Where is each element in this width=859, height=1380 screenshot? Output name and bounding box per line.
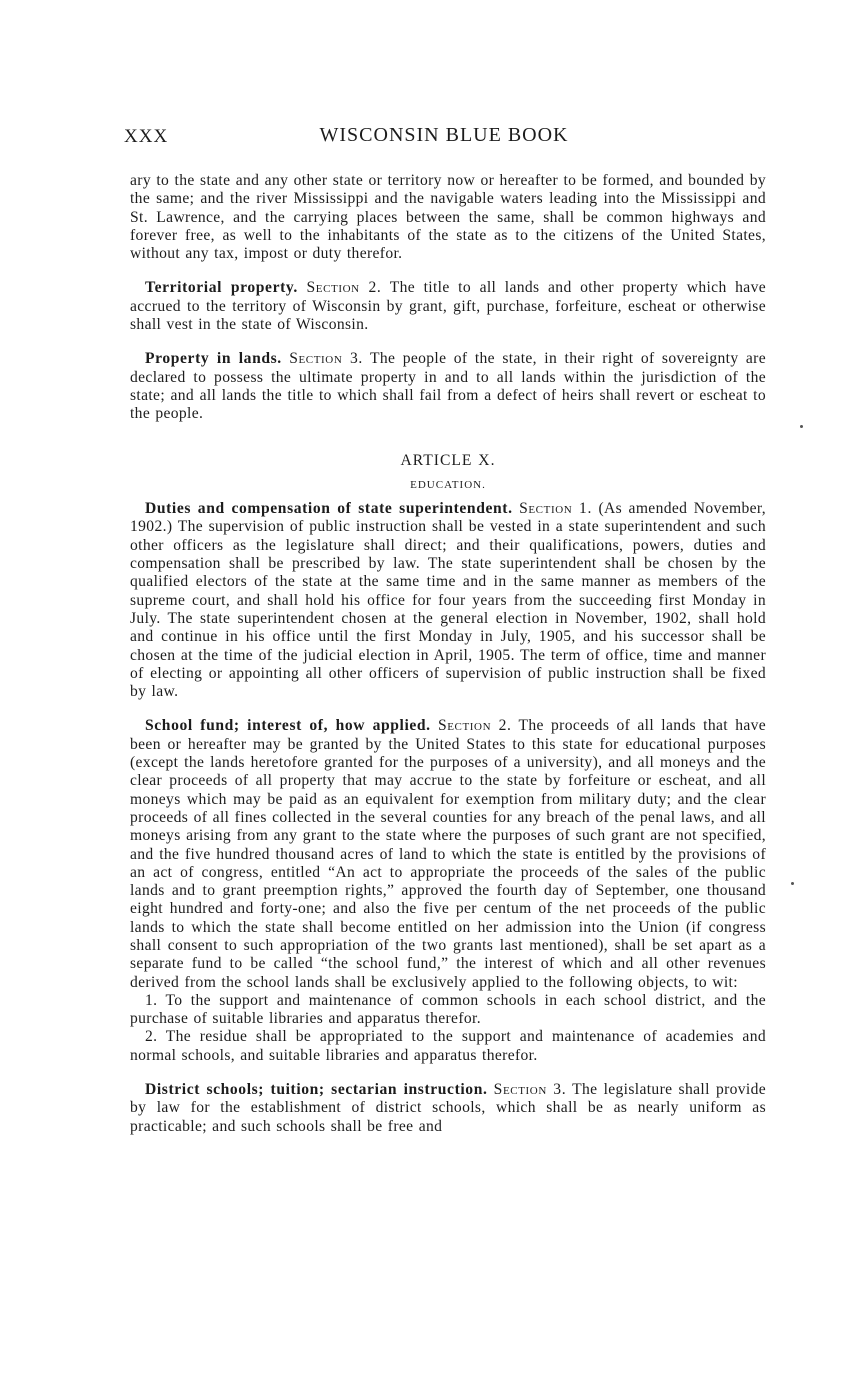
- article-subtitle: EDUCATION.: [410, 478, 486, 491]
- section-label: Section 2.: [437, 717, 512, 735]
- list-item: 2. The residue shall be appropriated to the support and maintenance of academies and normal schools, and suitable libraries and apparatus therefor.: [130, 1028, 766, 1064]
- section-paragraph-property-in-lands: [130, 350, 766, 423]
- page-header: [124, 124, 764, 152]
- section-paragraph-territorial-property: [130, 279, 766, 334]
- section-label: Section 3.: [289, 350, 363, 368]
- section-text: The people of the state, in their right of sovereignty are declared to possess the ultimate property in and to all lands within the jurisdiction of the state; and all lands the title to which shall fail from a defect of heirs shall revert or escheat to the people.: [130, 350, 766, 423]
- scan-speck: [791, 882, 794, 885]
- section-heading: Property in lands.: [145, 350, 282, 368]
- section-text: The legislature shall provide by law for the establishment of district schools, which shall be as nearly uniform as practicable; and such schools shall be free and: [130, 1081, 767, 1135]
- scan-speck: [800, 425, 803, 428]
- section-text: The proceeds of all lands that have been or hereafter may be granted by the United States to this state for educational purposes (except the lands heretofore granted for the purposes of a university), and all moneys and the clear proceeds of all property that may accrue to the state by forfeiture or escheat, and all moneys which may be paid as an equivalent for exemption from military duty; and the clear proceeds of all fines collected in the several counties for any breach of the penal laws, and all moneys arising from any grant to the state where the purposes of such grant are not specified, and the five hundred thousand acres of land to which the state is entitled by the provisions of an act of congress, entitled “An act to appropriate the proceeds of the sales of the public lands and to grant preemption rights,” approved the fourth day of September, one thousand eight hundred and forty-one; and also the five per centum of the net proceeds of the public lands to which the state shall become entitled on her admission into the Union (if congress shall consent to such appropriation of the two grants last mentioned), shall be set apart as a separate fund to be called “the school fund,” the interest of which and all other revenues derived from the school lands shall be exclusively applied to the following objects, to wit:: [130, 717, 767, 991]
- section-label: Section 3.: [493, 1081, 567, 1099]
- list-item: 1. To the support and maintenance of common schools in each school district, and the purchase of suitable libraries and apparatus therefor.: [130, 991, 766, 1028]
- section-paragraph-district-schools: [130, 1081, 766, 1136]
- article-title: ARTICLE X.: [400, 451, 496, 469]
- running-head: WISCONSIN BLUE BOOK: [319, 124, 569, 146]
- section-paragraph-school-fund: [130, 717, 766, 991]
- section-text: The title to all lands and other property which have accrued to the territory of Wisconsin by grant, gift, purchase, forfeiture, escheat or otherwise shall vest in the state of Wisconsin.: [130, 279, 766, 334]
- page-body: [130, 172, 766, 1136]
- section-label: Section 2.: [306, 279, 382, 297]
- section-heading: District schools; tuition; sectarian instruction.: [145, 1081, 488, 1099]
- section-text: (As amended November, 1902.) The supervision of public instruction shall be vested in a state superintendent and such other officers as the legislature shall direct; and their qualifications, powers, duties and compensation shall be prescribed by law. The state superintendent shall be chosen by the qualified electors of the state at the same time and in the same manner as members of the supreme court, and shall hold his office for four years from the succeeding first Monday in July. The state superintendent chosen at the general election in November, 1902, shall hold and continue in his office until the first Monday in July, 1905, and his successor shall be chosen at the time of the judicial election in April, 1905. The term of office, time and manner of electing or appointing all other officers of supervision of public instruction shall be fixed by law.: [130, 500, 767, 701]
- continuation-paragraph: ary to the state and any other state or territory now or hereafter to be formed, and bounded by the same; and the river Mississippi and the navigable waters leading into the Mississippi and St. Lawrence, and the carrying places between the same, shall be common highways and forever free, as well to the inhabitants of the state as to the citizens of the United States, without any tax, impost or duty therefor.: [130, 172, 766, 263]
- section-paragraph-state-superintendent: [130, 500, 766, 701]
- section-heading: School fund; interest of, how applied.: [145, 717, 431, 735]
- section-heading: Duties and compensation of state superintendent.: [145, 500, 513, 518]
- page-number: XXX: [124, 126, 169, 147]
- section-label: Section 1.: [519, 500, 592, 518]
- section-heading: Territorial property.: [145, 279, 298, 297]
